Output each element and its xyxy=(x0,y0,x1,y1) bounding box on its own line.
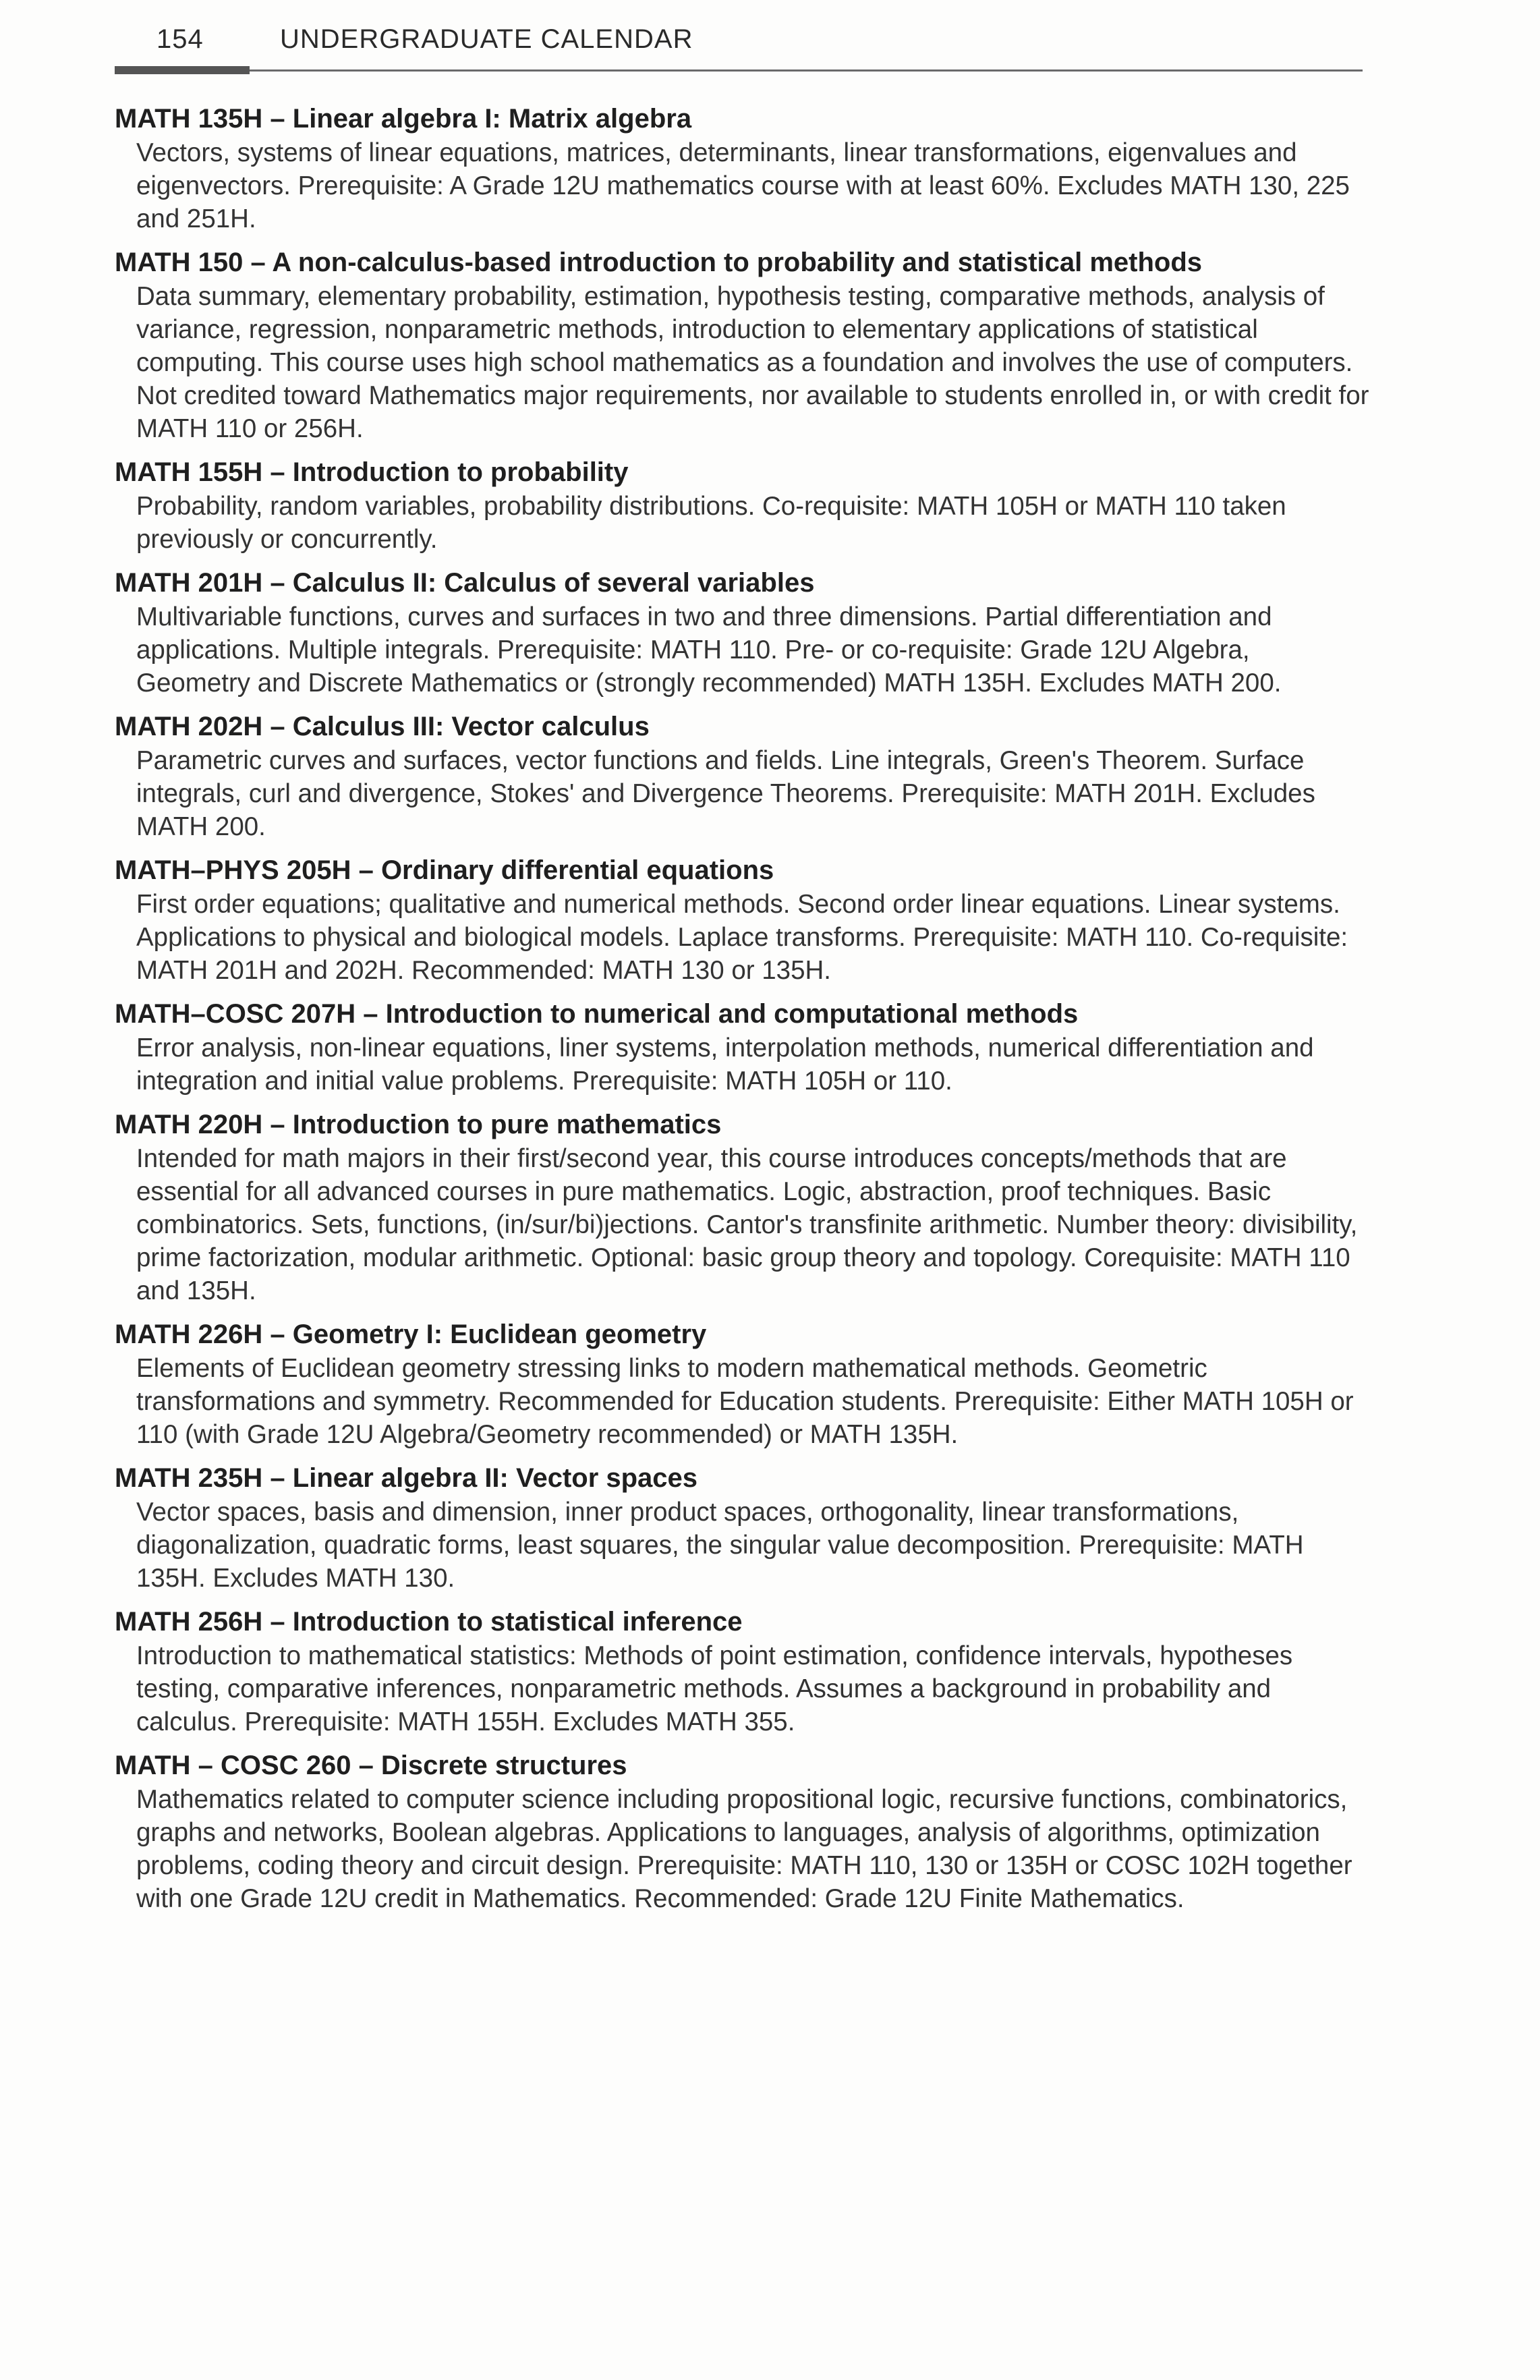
course-description: Error analysis, non-linear equations, liner systems, interpolation methods, numerical differentiation and integration and initial value problems. Prerequisite: MATH 105H or 110. xyxy=(136,1033,1314,1096)
course-list xyxy=(115,101,1369,1925)
course-entry-math-201h xyxy=(115,565,1369,700)
course-description: Intended for math majors in their first/second year, this course introduces concepts/methods that are essential for all advanced courses in pure mathematics. Logic, abstraction, proof techniques. Basic combinatorics. Sets, functions, (in/sur/bi)jections. Cantor's transfinite arithmetic. Number theory: divisibility, prime factorization, modular arithmetic. Optional: basic group theory and topology. Corequisite: MATH 110 and 135H. xyxy=(136,1144,1358,1305)
header-rule-thick xyxy=(115,66,250,74)
course-title: MATH 135H – Linear algebra I: Matrix algebra xyxy=(115,104,692,134)
course-entry-math-155h xyxy=(115,455,1369,556)
course-entry-math-202h xyxy=(115,709,1369,843)
course-description: Vectors, systems of linear equations, matrices, determinants, linear transformations, eigenvalues and eigenvectors. Prerequisite: A Grade 12U mathematics course with at least 60%. Excludes MATH 130, 225 and 251H. xyxy=(136,138,1350,233)
course-entry-math-256h xyxy=(115,1604,1369,1738)
course-description: First order equations; qualitative and numerical methods. Second order linear equations. Linear systems. Applications to physical and biological models. Laplace transforms. Prerequisite: MATH 110. Co-requisite: MATH 201H and 202H. Recommended: MATH 130 or 135H. xyxy=(136,890,1348,985)
course-entry-math-cosc-207h xyxy=(115,996,1369,1098)
course-title: MATH – COSC 260 – Discrete structures xyxy=(115,1751,627,1780)
course-entry-math-220h xyxy=(115,1107,1369,1307)
course-entry-math-226h xyxy=(115,1317,1369,1451)
course-description: Multivariable functions, curves and surfaces in two and three dimensions. Partial differentiation and applications. Multiple integrals. Prerequisite: MATH 110. Pre- or co-requisite: Grade 12U Algebra, Geometry and Discrete Mathematics or (strongly recommended) MATH 135H. Excludes MATH 200. xyxy=(136,602,1282,698)
course-title: MATH 220H – Introduction to pure mathematics xyxy=(115,1110,722,1139)
course-title: MATH 235H – Linear algebra II: Vector spaces xyxy=(115,1463,698,1493)
course-title: MATH–COSC 207H – Introduction to numerical and computational methods xyxy=(115,999,1079,1029)
course-title: MATH 226H – Geometry I: Euclidean geometry xyxy=(115,1320,707,1349)
course-title: MATH 256H – Introduction to statistical inference xyxy=(115,1607,743,1637)
course-entry-math-235h xyxy=(115,1461,1369,1595)
course-entry-math-cosc-260 xyxy=(115,1748,1369,1915)
course-title: MATH 202H – Calculus III: Vector calculus xyxy=(115,712,650,741)
course-description: Elements of Euclidean geometry stressing links to modern mathematical methods. Geometric transformations and symmetry. Recommended for Education students. Prerequisite: Either MATH 105H or 110 (with Grade 12U Algebra/Geometry recommended) or MATH 135H. xyxy=(136,1354,1354,1449)
course-description: Parametric curves and surfaces, vector functions and fields. Line integrals, Green's Theorem. Surface integrals, curl and divergence, Stokes' and Divergence Theorems. Prerequisite: MATH 201H. Excludes MATH 200. xyxy=(136,746,1315,841)
course-description: Data summary, elementary probability, estimation, hypothesis testing, comparative methods, analysis of variance, regression, nonparametric methods, introduction to elementary applications of statistical computing. This course uses high school mathematics as a foundation and involves the use of computers. Not credited toward Mathematics major requirements, nor available to students enrolled in, or with credit for MATH 110 or 256H. xyxy=(136,282,1369,443)
page-header xyxy=(115,24,1363,73)
course-description: Introduction to mathematical statistics: Methods of point estimation, confidence intervals, hypotheses testing, comparative inferences, nonparametric methods. Assumes a background in probability and calculus. Prerequisite: MATH 155H. Excludes MATH 355. xyxy=(136,1641,1293,1736)
course-entry-math-135h xyxy=(115,101,1369,235)
page-number: 154 xyxy=(156,24,204,54)
header-rule-thin xyxy=(250,69,1363,72)
course-title: MATH 201H – Calculus II: Calculus of several variables xyxy=(115,568,815,598)
course-description: Vector spaces, basis and dimension, inner product spaces, orthogonality, linear transformations, diagonalization, quadratic forms, least squares, the singular value decomposition. Prerequisite: MATH 135H. Excludes MATH 130. xyxy=(136,1498,1304,1593)
course-entry-math-phys-205h xyxy=(115,853,1369,987)
course-description: Mathematics related to computer science including propositional logic, recursive functions, combinatorics, graphs and networks, Boolean algebras. Applications to languages, analysis of algorithms, optimization problems, coding theory and circuit design. Prerequisite: MATH 110, 130 or 135H or COSC 102H together with one Grade 12U credit in Mathematics. Recommended: Grade 12U Finite Mathematics. xyxy=(136,1785,1352,1913)
course-title: MATH 155H – Introduction to probability xyxy=(115,457,629,487)
course-title: MATH 150 – A non-calculus-based introduction to probability and statistical methods xyxy=(115,248,1203,277)
running-head: UNDERGRADUATE CALENDAR xyxy=(280,24,693,54)
course-entry-math-150 xyxy=(115,245,1369,445)
course-title: MATH–PHYS 205H – Ordinary differential equations xyxy=(115,855,774,885)
course-description: Probability, random variables, probability distributions. Co-requisite: MATH 105H or MATH 110 taken previously or concurrently. xyxy=(136,492,1286,554)
